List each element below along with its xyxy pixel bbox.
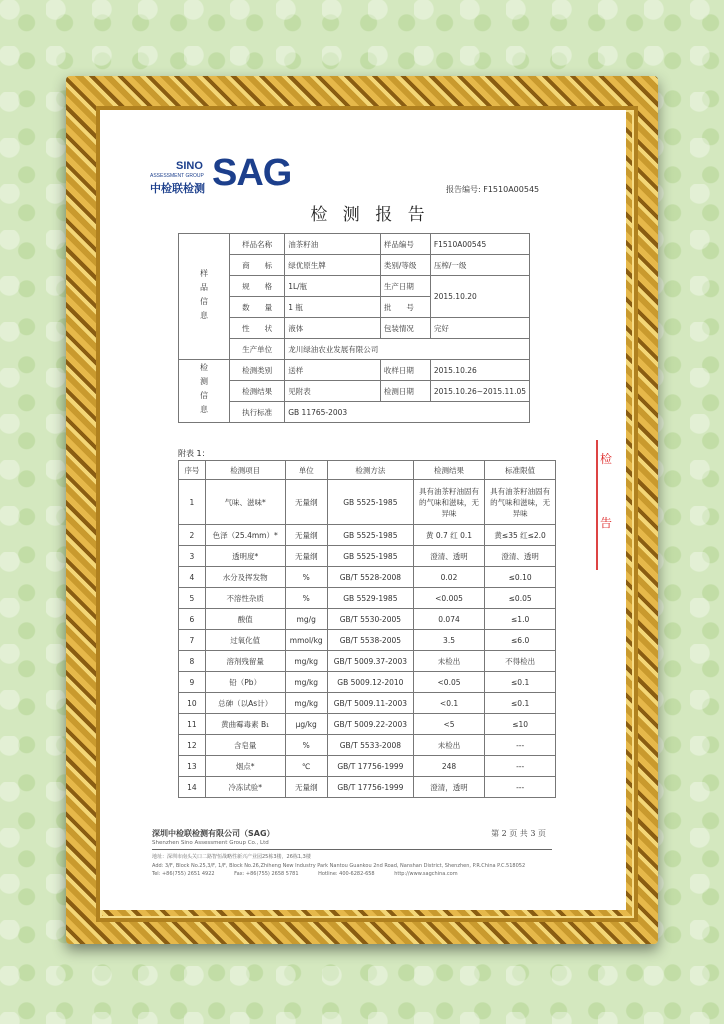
table-cell: 无量纲 — [285, 777, 327, 798]
info-label: 数 量 — [230, 297, 285, 318]
footer-hotline: Hotline: 400-6282-658 — [318, 871, 375, 877]
info-value: 2015.10.26~2015.11.05 — [430, 381, 529, 402]
table-cell: 5 — [179, 588, 206, 609]
page-title: 检 测 报 告 — [310, 205, 430, 225]
table-cell: 未检出 — [413, 735, 485, 756]
logo-sag: SAG — [212, 152, 292, 194]
table-cell: <0.05 — [413, 672, 485, 693]
table-cell: ≤0.10 — [485, 567, 556, 588]
info-label: 性 状 — [230, 318, 285, 339]
table-cell: <0.1 — [413, 693, 485, 714]
table-cell: 未检出 — [413, 651, 485, 672]
table-cell: GB 5525-1985 — [327, 546, 413, 567]
red-seal-stamp — [596, 440, 622, 570]
table-row — [179, 567, 556, 588]
header-cell: 检测结果 — [413, 461, 485, 480]
info-value: 见附表 — [285, 381, 381, 402]
table-cell: 无量纲 — [285, 546, 327, 567]
table-cell: mg/kg — [285, 651, 327, 672]
test-info-group-label: 检测信息 — [179, 360, 230, 423]
table-cell: 澄清，透明 — [413, 777, 485, 798]
table-cell: mg/g — [285, 609, 327, 630]
table-cell: GB 5525-1985 — [327, 480, 413, 525]
info-label: 规 格 — [230, 276, 285, 297]
table-row — [179, 714, 556, 735]
info-label: 检测类别 — [230, 360, 285, 381]
logo-assessment: ASSESSMENT GROUP — [150, 173, 204, 179]
table-cell: 总砷（以As计） — [205, 693, 285, 714]
table-cell: mg/kg — [285, 672, 327, 693]
table-cell: ≤1.0 — [485, 609, 556, 630]
table-cell: 黄曲霉毒素 B₁ — [205, 714, 285, 735]
table-cell: 黄 0.7 红 0.1 — [413, 525, 485, 546]
info-label: 生产日期 — [380, 276, 430, 297]
table-row — [179, 693, 556, 714]
info-value: 油茶籽油 — [285, 234, 381, 255]
info-value: 2015.10.26 — [430, 360, 529, 381]
info-value: 龙川绿油农业发展有限公司 — [285, 339, 530, 360]
table-cell: 11 — [179, 714, 206, 735]
info-value: F1510A00545 — [430, 234, 529, 255]
table-cell: 9 — [179, 672, 206, 693]
table-cell: 具有油茶籽油固有的气味和滋味，无异味 — [413, 480, 485, 525]
table-cell: 铅（Pb） — [205, 672, 285, 693]
table-cell: <5 — [413, 714, 485, 735]
footer-company: 深圳中检联检测有限公司（SAG） — [152, 829, 275, 838]
table-cell: 黄≤35 红≤2.0 — [485, 525, 556, 546]
table-cell: mmol/kg — [285, 630, 327, 651]
table-row — [179, 480, 556, 525]
header-cell: 标准限值 — [485, 461, 556, 480]
table-row — [179, 588, 556, 609]
info-label: 生产单位 — [230, 339, 285, 360]
info-value: 绿优原生牌 — [285, 255, 381, 276]
table-cell: GB/T 5528-2008 — [327, 567, 413, 588]
table-cell: 0.074 — [413, 609, 485, 630]
info-value: 完好 — [430, 318, 529, 339]
table-cell: 12 — [179, 735, 206, 756]
logo-sino: SINO — [176, 160, 203, 172]
table-row — [179, 651, 556, 672]
report-number: 报告编号: F1510A00545 — [446, 185, 540, 194]
appendix-label: 附表 1： — [178, 449, 210, 458]
info-label: 类别/等级 — [380, 255, 430, 276]
header-cell: 单位 — [285, 461, 327, 480]
footer-fax: Fax: +86(755) 2658 5781 — [234, 871, 299, 877]
table-cell: 8 — [179, 651, 206, 672]
table-cell: 透明度* — [205, 546, 285, 567]
table-cell: 色泽（25.4mm）* — [205, 525, 285, 546]
results-table — [178, 460, 556, 798]
table-cell: 不溶性杂质 — [205, 588, 285, 609]
page-footer — [152, 828, 552, 877]
info-label: 样品编号 — [380, 234, 430, 255]
table-cell: 1 — [179, 480, 206, 525]
table-cell: ≤0.1 — [485, 693, 556, 714]
table-cell: --- — [485, 756, 556, 777]
table-cell: 3 — [179, 546, 206, 567]
table-cell: 7 — [179, 630, 206, 651]
table-cell: 10 — [179, 693, 206, 714]
footer-divider — [152, 849, 552, 850]
table-cell: 4 — [179, 567, 206, 588]
table-cell: 6 — [179, 609, 206, 630]
table-row — [179, 525, 556, 546]
table-cell: 含皂量 — [205, 735, 285, 756]
info-label: 执行标准 — [230, 402, 285, 423]
info-label: 商 标 — [230, 255, 285, 276]
info-value: 1 瓶 — [285, 297, 381, 318]
table-cell: % — [285, 735, 327, 756]
info-value: 1L/瓶 — [285, 276, 381, 297]
logo-chinese: 中检联检测 — [150, 182, 205, 195]
table-cell: 烟点* — [205, 756, 285, 777]
info-value: GB 11765-2003 — [285, 402, 530, 423]
info-label: 包装情况 — [380, 318, 430, 339]
table-cell: 具有油茶籽油固有的气味和滋味，无异味 — [485, 480, 556, 525]
table-cell: 气味、滋味* — [205, 480, 285, 525]
table-row — [179, 672, 556, 693]
footer-tel: Tel: +86(755) 2651 4922 — [152, 871, 215, 877]
table-cell: % — [285, 567, 327, 588]
page-number: 第 2 页 共 3 页 — [491, 829, 546, 838]
footer-address: 地址：深圳市南头关口二路智恒战略性新兴产业园25栋3楼，26栋1,3楼 — [152, 854, 311, 860]
table-cell: 248 — [413, 756, 485, 777]
table-cell: --- — [485, 777, 556, 798]
table-row — [179, 756, 556, 777]
table-cell: GB 5529-1985 — [327, 588, 413, 609]
table-cell: GB/T 5530-2005 — [327, 609, 413, 630]
table-cell: GB/T 5538-2005 — [327, 630, 413, 651]
table-cell: 不得检出 — [485, 651, 556, 672]
table-cell: GB/T 5009.22-2003 — [327, 714, 413, 735]
stamp-char: 检 — [600, 452, 613, 466]
table-row — [179, 609, 556, 630]
table-cell: 13 — [179, 756, 206, 777]
info-value: 压榨/一级 — [430, 255, 529, 276]
table-cell: GB/T 17756-1999 — [327, 777, 413, 798]
table-cell: GB/T 5009.11-2003 — [327, 693, 413, 714]
table-cell: GB/T 5009.37-2003 — [327, 651, 413, 672]
table-cell: ≤0.05 — [485, 588, 556, 609]
table-cell: 无量纲 — [285, 525, 327, 546]
info-label: 收样日期 — [380, 360, 430, 381]
table-cell: GB/T 5533-2008 — [327, 735, 413, 756]
table-cell: 冷冻试验* — [205, 777, 285, 798]
table-cell: 酸值 — [205, 609, 285, 630]
table-cell: 澄清、透明 — [485, 546, 556, 567]
header-cell: 检测项目 — [205, 461, 285, 480]
header-cell: 检测方法 — [327, 461, 413, 480]
table-row — [179, 735, 556, 756]
table-cell: ≤0.1 — [485, 672, 556, 693]
table-cell: 无量纲 — [285, 480, 327, 525]
table-cell: 2 — [179, 525, 206, 546]
table-row — [179, 630, 556, 651]
footer-company-en: Shenzhen Sino Assessment Group Co., Ltd — [152, 840, 269, 846]
table-cell: 溶剂残留量 — [205, 651, 285, 672]
table-cell: ≤10 — [485, 714, 556, 735]
table-header-row — [179, 461, 556, 480]
table-cell: % — [285, 588, 327, 609]
table-cell: GB 5009.12-2010 — [327, 672, 413, 693]
footer-contacts — [152, 871, 552, 877]
table-cell: <0.005 — [413, 588, 485, 609]
table-cell: 过氧化值 — [205, 630, 285, 651]
table-cell: ℃ — [285, 756, 327, 777]
table-row — [179, 777, 556, 798]
table-cell: 14 — [179, 777, 206, 798]
table-cell: 0.02 — [413, 567, 485, 588]
table-row — [179, 546, 556, 567]
info-label: 检测日期 — [380, 381, 430, 402]
info-label: 样品名称 — [230, 234, 285, 255]
info-label: 检测结果 — [230, 381, 285, 402]
table-cell: GB 5525-1985 — [327, 525, 413, 546]
sample-info-table — [178, 233, 530, 423]
info-label: 批 号 — [380, 297, 430, 318]
table-cell: μg/kg — [285, 714, 327, 735]
info-value: 2015.10.20 — [430, 276, 529, 318]
table-cell: 3.5 — [413, 630, 485, 651]
table-cell: 水分及挥发物 — [205, 567, 285, 588]
footer-web[interactable]: http://www.sagchina.com — [394, 871, 458, 877]
table-cell: 澄清、透明 — [413, 546, 485, 567]
table-cell: ≤6.0 — [485, 630, 556, 651]
sample-info-group-label: 样品信息 — [179, 234, 230, 360]
info-value: 送样 — [285, 360, 381, 381]
stamp-char: 告 — [600, 516, 613, 530]
table-cell: mg/kg — [285, 693, 327, 714]
table-cell: GB/T 17756-1999 — [327, 756, 413, 777]
table-cell: --- — [485, 735, 556, 756]
info-value: 液体 — [285, 318, 381, 339]
footer-address-en: Add: 3/F, Block No.25,3/F, 1/F, Block No.26,Zhiheng New Industry Park Nantou Guankou 2nd Road, Nanshan District, Shenzhen, P.R.China P.C.518052 — [152, 863, 526, 869]
header-cell: 序号 — [179, 461, 206, 480]
